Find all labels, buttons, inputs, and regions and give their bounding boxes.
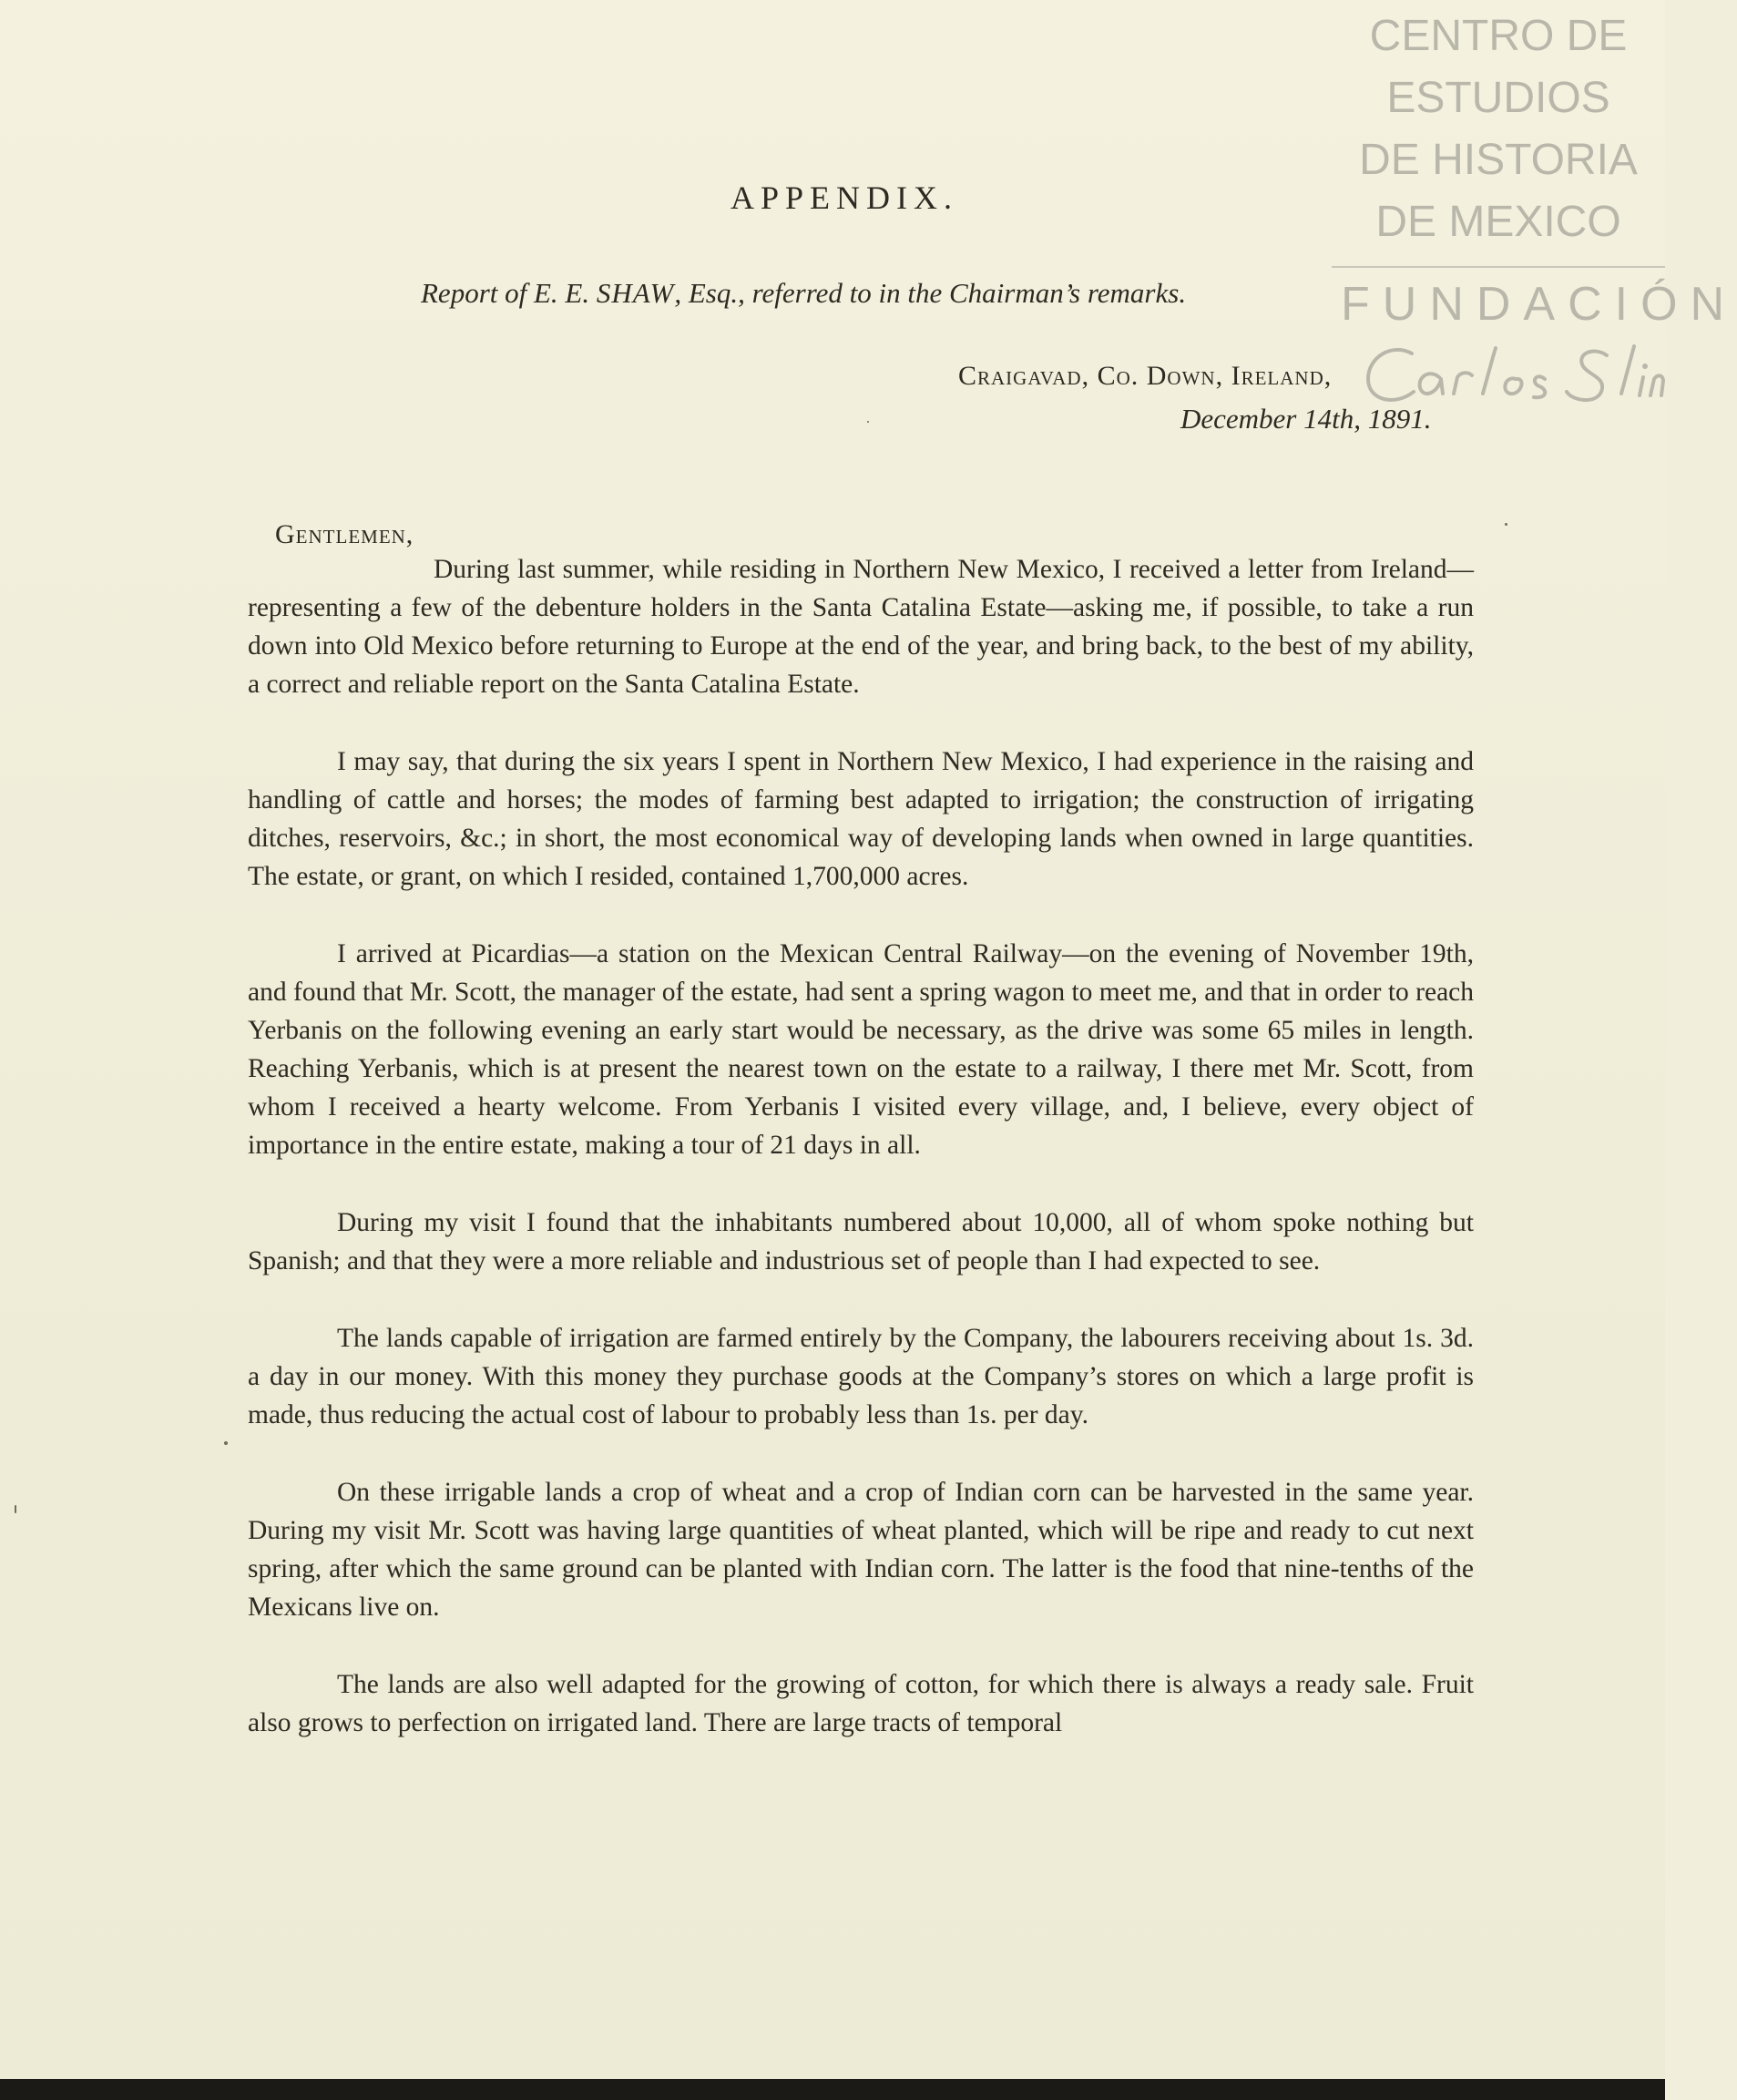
watermark-line: DE HISTORIA [1359,136,1638,184]
watermark-line: DE MEXICO [1375,198,1621,246]
paper-speck [15,1505,16,1513]
letter-body [248,550,1474,1781]
watermark-line: ESTUDIOS [1386,74,1610,122]
sender-address: Craigavad, Co. Down, Ireland, [958,361,1333,391]
body-paragraph: During my visit I found that the inhabitants numbered about 10,000, all of whom spoke nothing but Spanish; and that they were a more reliable and industrious set of people than I had expected to see. [248,1208,1474,1275]
paper-speck [224,1441,228,1445]
report-subtitle [421,277,1186,310]
body-paragraph: The lands are also well adapted for the growing of cotton, for which there is always a ready sale. Fruit also grows to perfection on irrigated land. There are large tracts of temporal [248,1670,1474,1737]
subtitle-name: SHAW [596,277,675,309]
body-paragraph: The lands capable of irrigation are farmed entirely by the Company, the labourers receiving about 1s. 3d. a day in our money. With this money they purchase goods at the Company’s stores on which a large profit is made, thus reducing the actual cost of labour to probably less than 1s. per day. [248,1324,1474,1429]
watermark-divider [1332,266,1665,268]
subtitle-prefix: Report of E. E. [421,277,597,309]
subtitle-suffix: , Esq., referred to in the Chairman’s remarks. [674,277,1187,309]
salutation: Gentlemen, [275,519,414,549]
scan-border [0,2079,1665,2100]
body-paragraph: I arrived at Picardias—a station on the Mexican Central Railway—on the evening of November 19th, and found that Mr. Scott, the manager of the estate, had sent a spring wagon to meet me, and that in order to reach Yerbanis on the following evening an early start would be necessary, as the drive was some 65 miles in length. Reaching Yerbanis, which is at present the nearest town on the estate to a railway, I there met Mr. Scott, from whom I received a hearty welcome. From Yerbanis I visited every village, and, I believe, every object of importance in the entire estate, making a tour of 21 days in all. [248,939,1474,1160]
paper-speck [867,421,869,423]
appendix-title-text: APPENDIX. [731,179,959,216]
body-paragraph: I may say, that during the six years I spent in Northern New Mexico, I had experience in the raising and handling of cattle and horses; the modes of farming best adapted to irrigation; the construction of irrigating ditches, reservoirs, &c.; in short, the most economical way of developing lands when owned in large quantities. The estate, or grant, on which I resided, contained 1,700,000 acres. [248,747,1474,891]
body-paragraph: On these irrigable lands a crop of wheat and a crop of Indian corn can be harvested in the same year. During my visit Mr. Scott was having large quantities of wheat planted, which will be ripe and ready to cut next spring, after which the same ground can be planted with Indian corn. The latter is the food that nine-tenths of the Mexicans live on. [248,1478,1474,1622]
watermark-fundacion: FUNDACIÓN [1341,278,1737,331]
watermark-line: CENTRO DE [1369,12,1628,60]
paper-speck [1505,523,1507,526]
archive-watermark [1332,5,1737,332]
body-paragraph: During last summer, while residing in Northern New Mexico, I received a letter from Ireland—representing a few of the debenture holders in the Santa Catalina Estate—asking me, if possible, to take a run down into Old Mexico before returning to Europe at the end of the year, and bring back, to the best of my ability, a correct and reliable report on the Santa Catalina Estate. [248,555,1474,699]
letter-date: December 14th, 1891. [1180,403,1432,435]
